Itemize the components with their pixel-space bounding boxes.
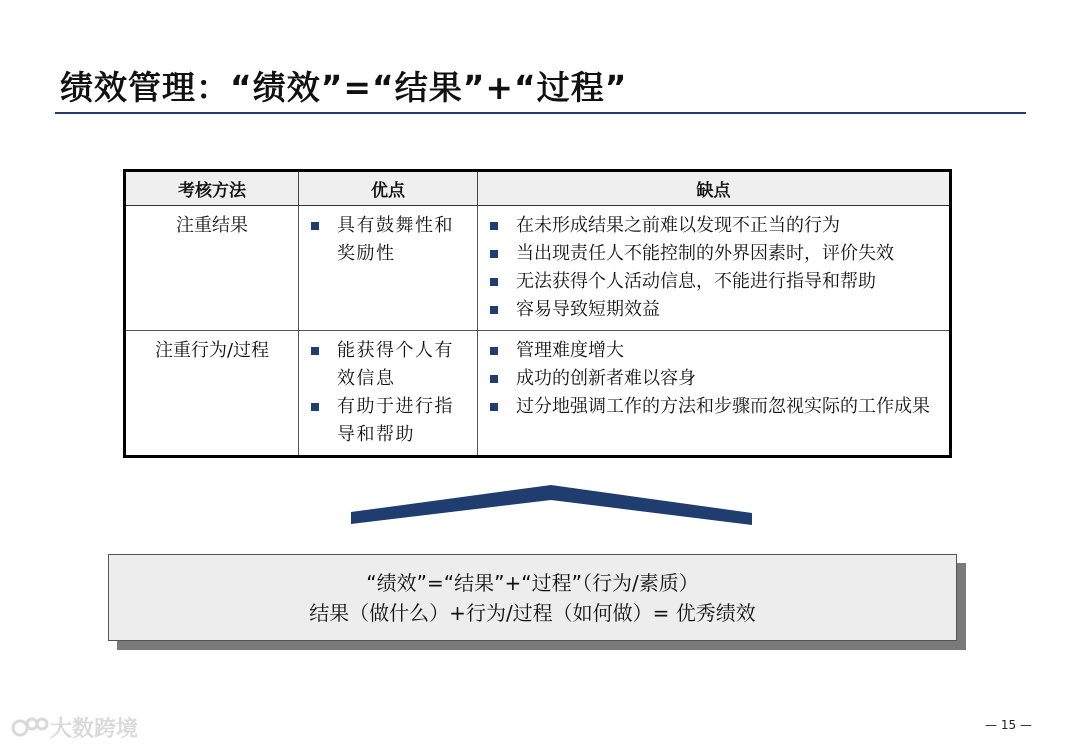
bullet-square-icon (490, 222, 498, 230)
list-item (486, 240, 941, 268)
summary-line-2: 结果（做什么）+行为/过程（如何做）= 优秀绩效 (309, 600, 756, 625)
summary-line-1: “绩效”=“结果”+“过程”（行为/素质） (366, 570, 699, 595)
header-cons: 缺点 (478, 171, 951, 206)
list-item (307, 212, 469, 268)
bullet-square-icon (311, 403, 319, 411)
bullet-square-icon (490, 403, 498, 411)
page-title: 绩效管理：“绩效”=“结果”+“过程” (60, 68, 628, 107)
list-item (307, 393, 469, 449)
bullet-square-icon (311, 222, 319, 230)
table-row (125, 331, 951, 457)
cons-cell (478, 331, 951, 457)
list-item (486, 393, 941, 421)
list-item (307, 337, 469, 393)
bullet-square-icon (311, 347, 319, 355)
watermark-logo-icon (10, 714, 50, 742)
header-method: 考核方法 (125, 171, 299, 206)
cons-text: 成功的创新者难以容身 (516, 368, 696, 389)
comparison-table (123, 169, 952, 458)
bullet-square-icon (490, 278, 498, 286)
pros-text: 有助于进行指导和帮助 (337, 396, 454, 445)
chevron-up-icon (351, 485, 752, 525)
page-number: — 15 — (985, 718, 1032, 732)
list-item (486, 268, 941, 296)
list-item (486, 365, 941, 393)
cons-text: 当出现责任人不能控制的外界因素时，评价失效 (516, 243, 894, 264)
pros-cell (299, 206, 478, 331)
cons-text: 管理难度增大 (516, 340, 624, 361)
cons-cell (478, 206, 951, 331)
pros-text: 能获得个人有效信息 (337, 340, 454, 389)
table-header-row (125, 171, 951, 206)
bullet-square-icon (490, 375, 498, 383)
pros-text: 具有鼓舞性和奖励性 (337, 215, 454, 264)
bullet-square-icon (490, 306, 498, 314)
method-cell: 注重行为/过程 (125, 331, 299, 457)
list-item (486, 296, 941, 324)
cons-text: 无法获得个人活动信息，不能进行指导和帮助 (516, 271, 876, 292)
bullet-square-icon (490, 250, 498, 258)
pros-cell (299, 331, 478, 457)
title-divider (55, 112, 1026, 114)
cons-text: 在未形成结果之前难以发现不正当的行为 (516, 215, 840, 236)
bullet-square-icon (490, 347, 498, 355)
watermark-logo (10, 712, 138, 743)
summary-box (108, 554, 957, 641)
cons-text: 过分地强调工作的方法和步骤而忽视实际的工作成果 (516, 396, 930, 417)
list-item (486, 212, 941, 240)
header-pros: 优点 (299, 171, 478, 206)
list-item (486, 337, 941, 365)
cons-text: 容易导致短期效益 (516, 299, 660, 320)
method-cell: 注重结果 (125, 206, 299, 331)
table-row (125, 206, 951, 331)
watermark-text: 大数跨境 (50, 717, 139, 742)
